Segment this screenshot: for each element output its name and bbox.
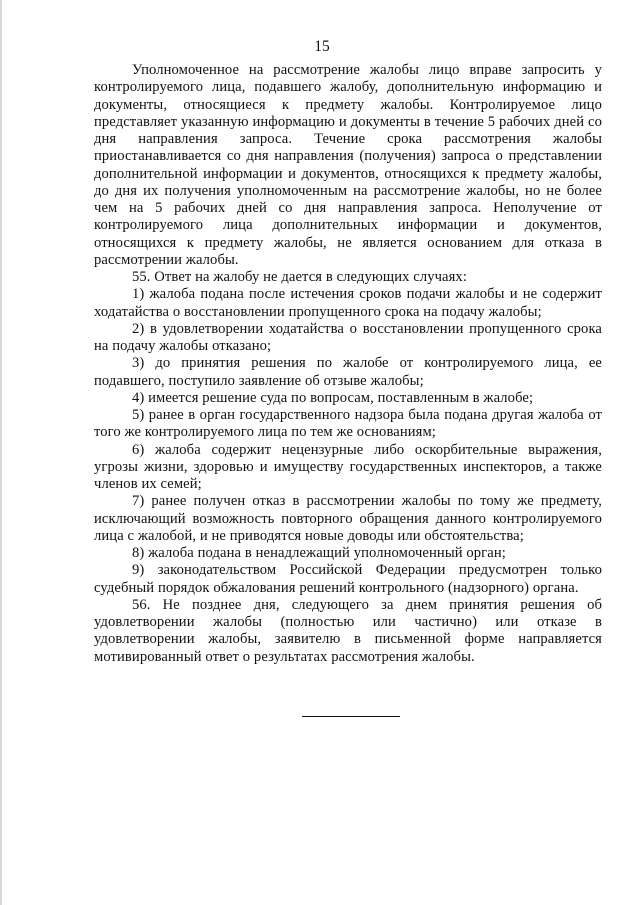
page-number: 15: [314, 38, 330, 55]
paragraph-55-heading: 55. Ответ на жалобу не дается в следующих случаях:: [132, 269, 467, 285]
list-item-55-5: 5) ранее в орган государственного надзора была подана другая жалоба от того же контролируемого лица по тем же основаниям;: [94, 407, 602, 441]
paragraph-56: 56. Не позднее дня, следующего за днем принятия решения об удовлетворении жалобы (полностью или частично) или отказе в удовлетворении жалобы, заявителю в письменной форме направляется мотивированный ответ о результатах рассмотрения жалобы.: [94, 596, 602, 665]
document-body: [94, 62, 602, 666]
paragraph-request-info: Уполномоченное на рассмотрение жалобы лицо вправе запросить у контролируемого лица, подавшего жалобу, дополнительную информацию и документы, относящиеся к предмету жалобы. Контролируемое лицо представляет указанную информацию и документы в течение 5 рабочих дней со дня направления запроса. Течение срока рассмотрения жалобы приостанавливается со дня направления (получения) запроса о представлении дополнительной информации и документов, относящихся к предмету жалобы, до дня их получения уполномоченным на рассмотрение жалобы, но не более чем на 5 рабочих дней со дня направления запроса. Неполучение от контролируемого лица дополнительных информации и документов, относящихся к предмету жалобы, не является основанием для отказа в рассмотрении жалобы.: [94, 62, 602, 268]
list-item-55-3: 3) до принятия решения по жалобе от контролируемого лица, ее подавшего, поступило заявление об отзыве жалобы;: [94, 355, 602, 389]
list-item-55-4: 4) имеется решение суда по вопросам, поставленным в жалобе;: [132, 389, 534, 406]
closing-rule: [302, 716, 400, 717]
list-item-55-8: 8) жалоба подана в ненадлежащий уполномоченный орган;: [132, 545, 506, 561]
list-item-55-7: 7) ранее получен отказ в рассмотрении жалобы по тому же предмету, исключающий возможность повторного обращения данного контролируемого лица с жалобой, и не приводятся новые доводы или обстоятельства;: [94, 493, 602, 544]
list-item-55-2: 2) в удовлетворении ходатайства о восстановлении пропущенного срока на подачу жалобы отказано;: [94, 320, 602, 354]
list-item-55-6: 6) жалоба содержит нецензурные либо оскорбительные выражения, угрозы жизни, здоровью и имуществу государственных инспекторов, а также членов их семей;: [94, 441, 602, 492]
list-item-55-9: 9) законодательством Российской Федерации предусмотрен только судебный порядок обжалования решений контрольного (надзорного) органа.: [94, 562, 602, 596]
list-item-55-1: 1) жалоба подана после истечения сроков подачи жалобы и не содержит ходатайства о восстановлении пропущенного срока на подачу жалобы;: [94, 286, 602, 320]
